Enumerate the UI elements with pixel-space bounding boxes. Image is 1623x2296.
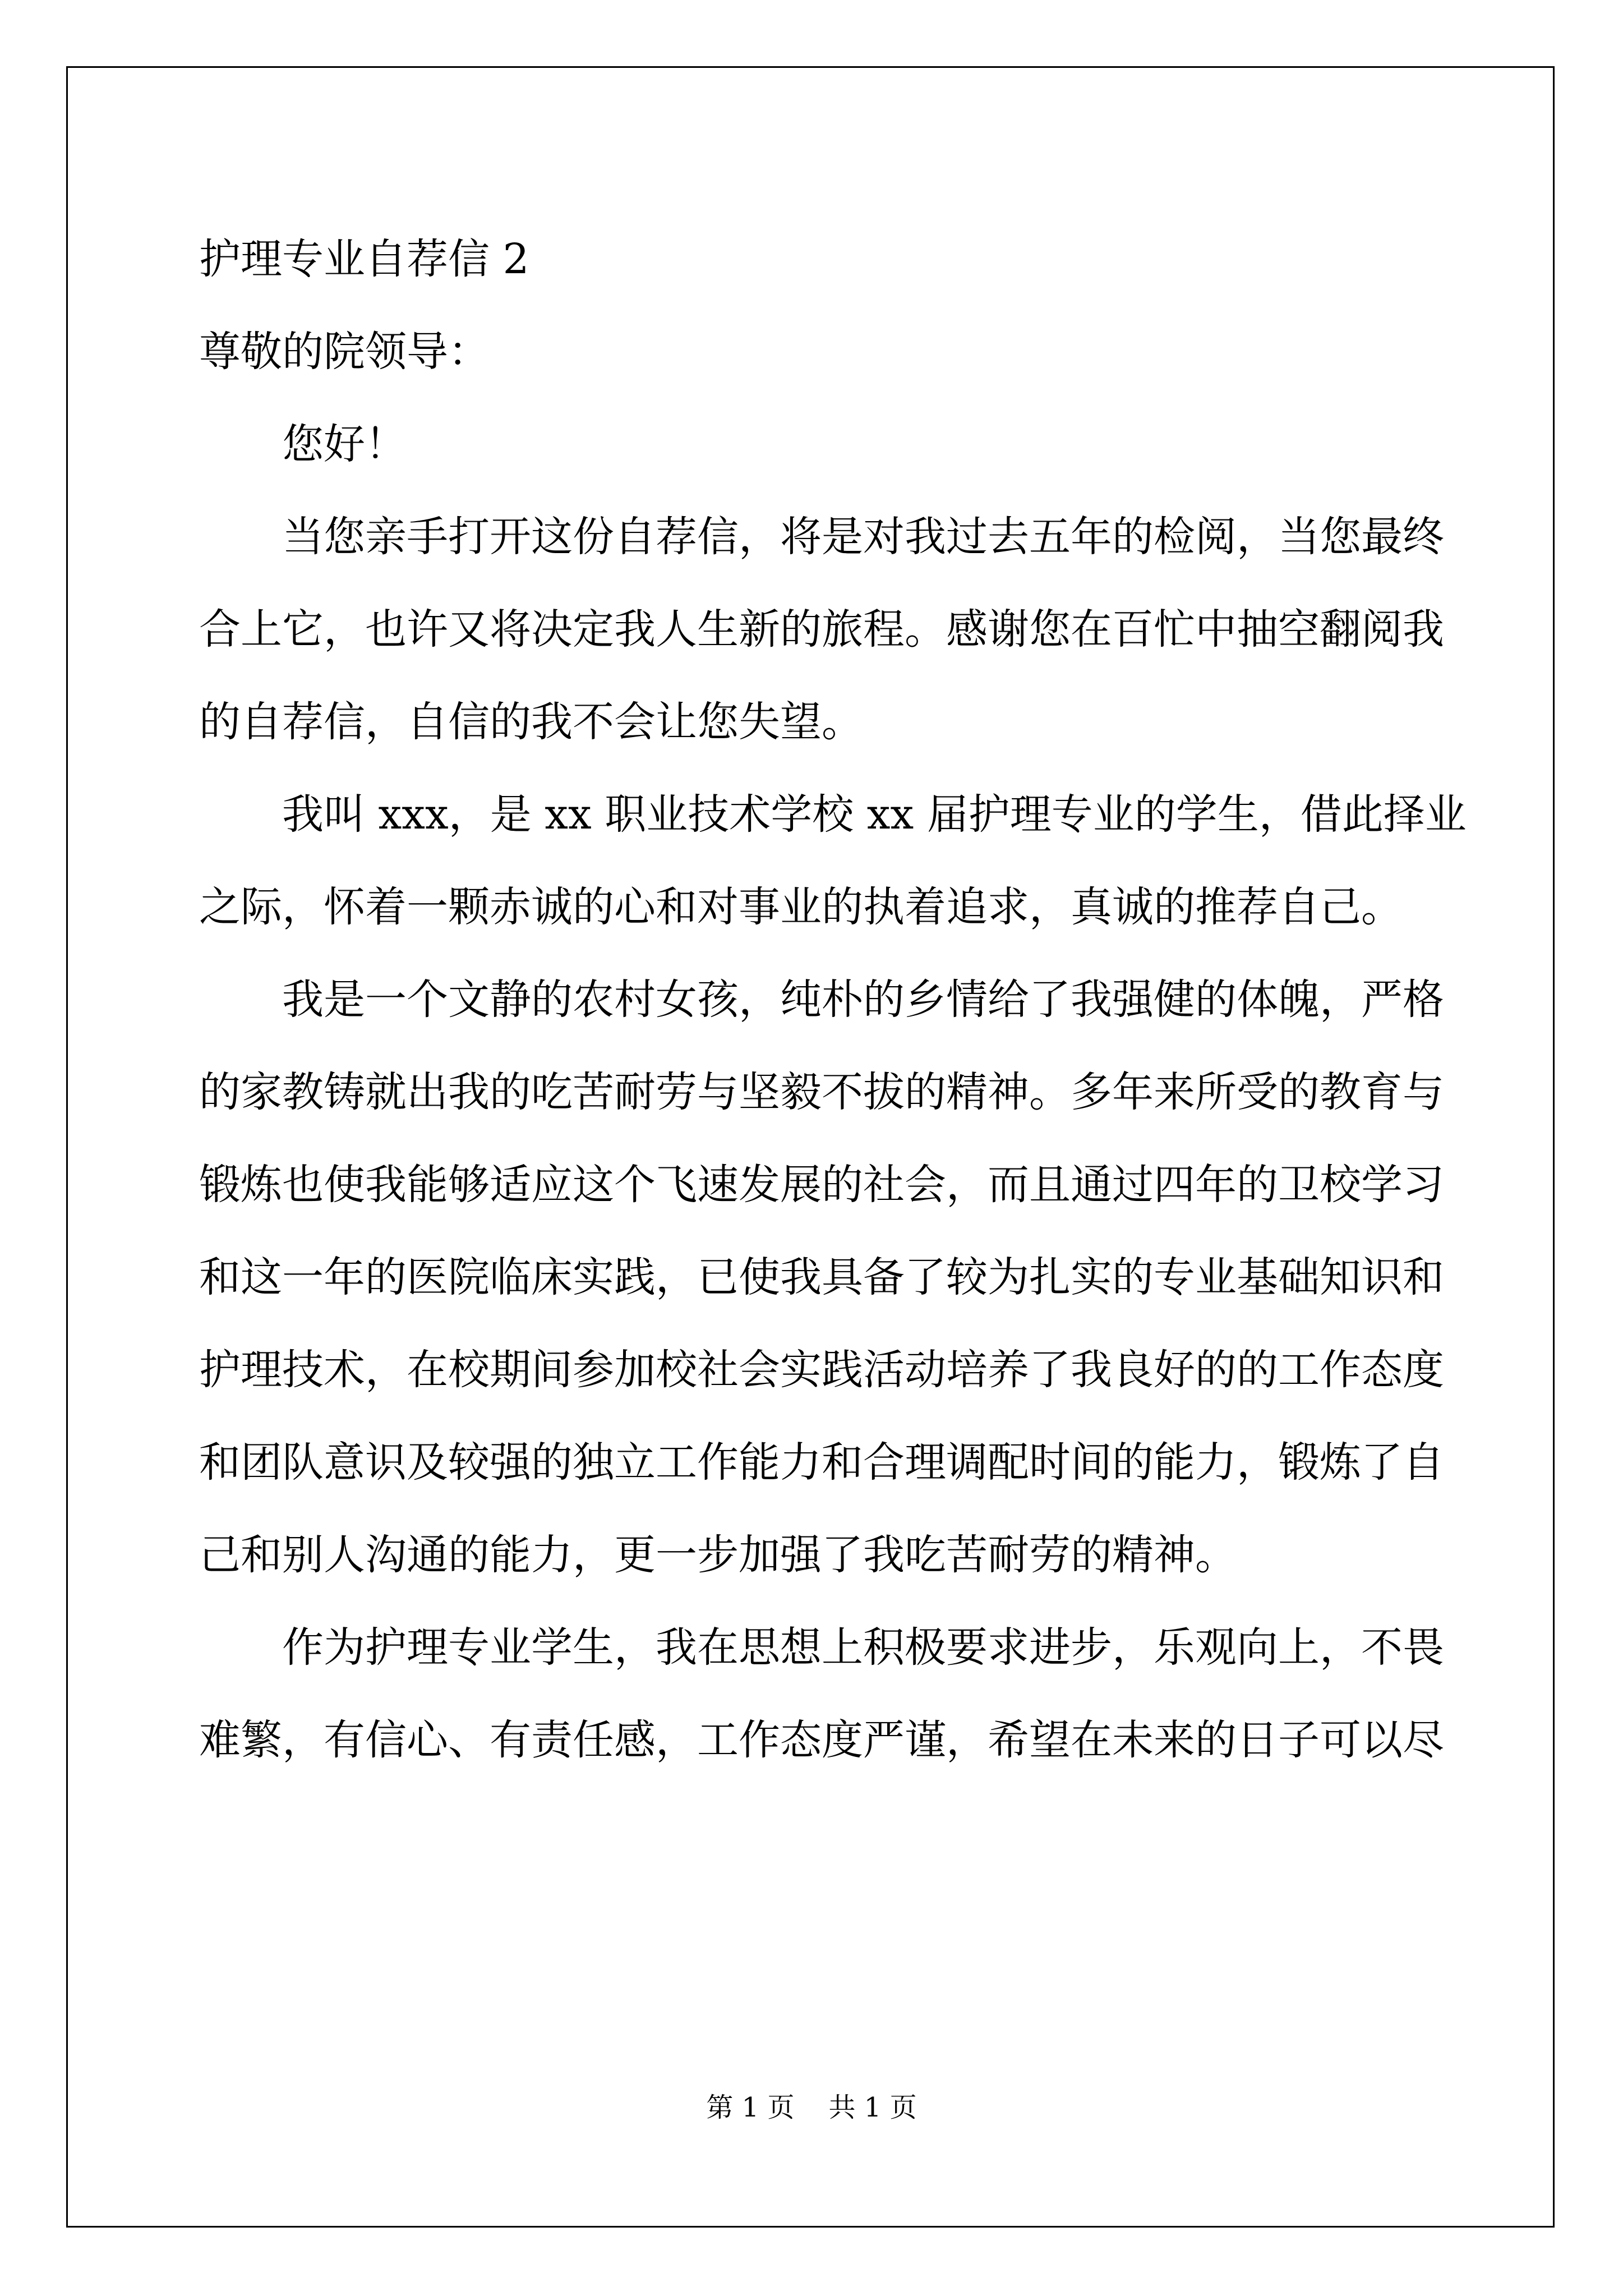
paragraph-line: 的自荐信，自信的我不会让您失望。 bbox=[199, 698, 863, 746]
paragraph-line: 我叫 xxx，是 xx 职业技术学校 xx 届护理专业的学生，借此择业 bbox=[282, 790, 1467, 839]
letter-body bbox=[199, 213, 1467, 1787]
page-footer bbox=[0, 2086, 1623, 2124]
paragraph-1 bbox=[199, 491, 1444, 769]
paragraph-line: 之际，怀着一颗赤诚的心和对事业的执着追求，真诚的推荐自己。 bbox=[199, 883, 1403, 931]
paragraph-line: 作为护理专业学生，我在思想上积极要求进步，乐观向上，不畏 bbox=[282, 1623, 1444, 1672]
page-number: 第 1 页 bbox=[706, 2092, 795, 2123]
paragraph-line: 难繁，有信心、有责任感，工作态度严谨，希望在未来的日子可以尽 bbox=[199, 1716, 1444, 1764]
page-total: 共 1 页 bbox=[828, 2092, 917, 2123]
paragraph-line: 和这一年的医院临床实践，已使我具备了较为扎实的专业基础知识和 bbox=[199, 1253, 1444, 1301]
paragraph-3 bbox=[199, 954, 1444, 1602]
paragraph-line: 和团队意识及较强的独立工作能力和合理调配时间的能力，锻炼了自 bbox=[199, 1438, 1444, 1487]
letter-title: 护理专业自荐信 2 bbox=[199, 235, 529, 283]
greeting: 您好！ bbox=[282, 420, 407, 468]
paragraph-4 bbox=[199, 1602, 1444, 1787]
paragraph-line: 锻炼也使我能够适应这个飞速发展的社会，而且通过四年的卫校学习 bbox=[199, 1161, 1444, 1209]
paragraph-line: 我是一个文静的农村女孩，纯朴的乡情给了我强健的体魄，严格 bbox=[282, 976, 1444, 1024]
salutation: 尊敬的院领导： bbox=[199, 328, 490, 376]
paragraph-line: 护理技术，在校期间参加校社会实践活动培养了我良好的的工作态度 bbox=[199, 1346, 1444, 1394]
paragraph-line: 己和别人沟通的能力，更一步加强了我吃苦耐劳的精神。 bbox=[199, 1531, 1237, 1579]
paragraph-2 bbox=[199, 769, 1467, 954]
paragraph-line: 当您亲手打开这份自荐信，将是对我过去五年的检阅，当您最终 bbox=[282, 513, 1444, 561]
paragraph-line: 的家教铸就出我的吃苦耐劳与坚毅不拔的精神。多年来所受的教育与 bbox=[199, 1068, 1444, 1116]
paragraph-line: 合上它，也许又将决定我人生新的旅程。感谢您在百忙中抽空翻阅我 bbox=[199, 605, 1444, 654]
